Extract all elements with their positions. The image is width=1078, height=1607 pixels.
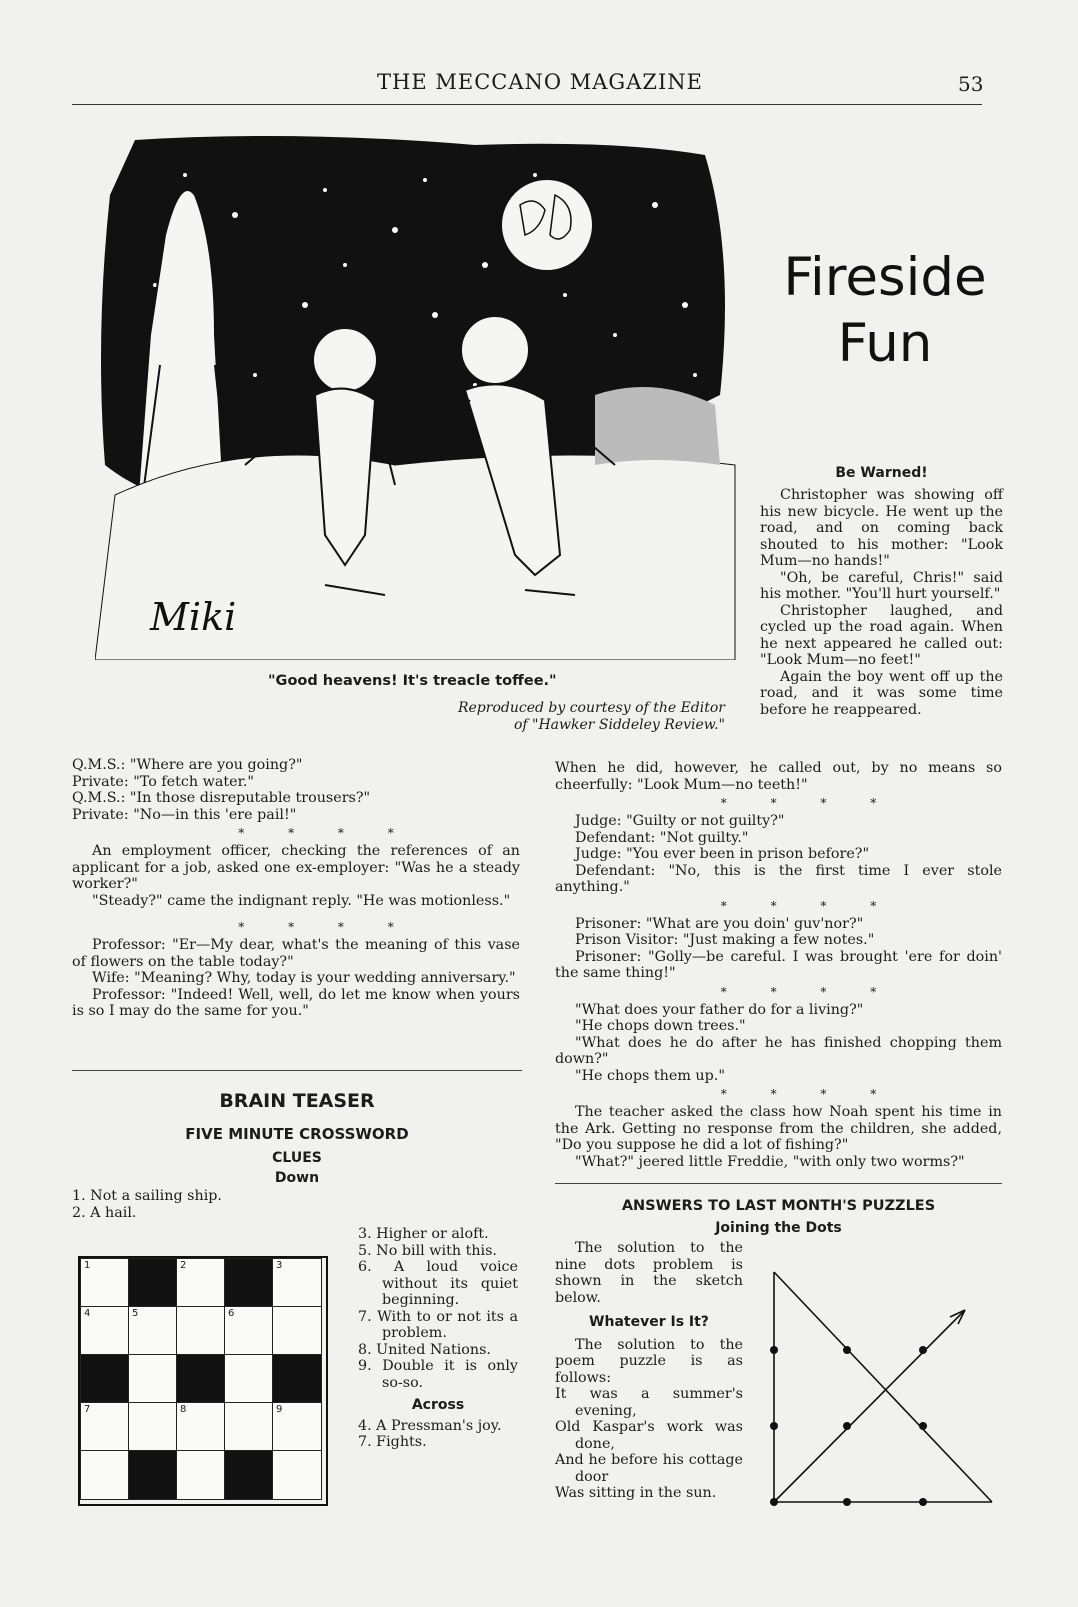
right-column [555, 760, 1002, 1170]
joke-line: "What does he do after he has finished chopping them down?" [555, 1034, 1002, 1067]
magazine-title: THE MECCANO MAGAZINE [377, 70, 703, 94]
joining-dots-text: The solution to the nine dots problem is shown in the sketch below. [555, 1240, 743, 1306]
clue-item: 5. No bill with this. [358, 1242, 497, 1259]
section-rule [72, 1070, 522, 1071]
crossword-cell[interactable] [272, 1402, 322, 1452]
crossword-cell-black [128, 1258, 178, 1308]
crossword-cell-black [176, 1354, 226, 1404]
page-number: 53 [958, 72, 984, 96]
joke-line: Defendant: "Not guilty." [575, 829, 749, 846]
header-rule [72, 104, 982, 105]
clue-item: 1. Not a sailing ship. [72, 1188, 222, 1204]
clue-item: 3. Higher or aloft. [358, 1226, 489, 1242]
crossword-cell[interactable] [176, 1306, 226, 1356]
poem-line: Was sitting in the sun. [555, 1485, 717, 1501]
joke-line: Prison Visitor: "Just making a few notes." [575, 932, 875, 948]
be-warned-para: Christopher was showing off his new bicycle. He went up the road, and on coming back shouted to his mother: "Look Mum—no hands!" [760, 487, 1003, 569]
credit-line-2: of "Hawker Siddeley Review." [513, 717, 725, 733]
cell-number: 3 [276, 1260, 283, 1271]
poem-line: Old Kaspar's work was done, [555, 1419, 743, 1452]
be-warned-continuation: When he did, however, he called out, by no means so cheerfully: "Look Mum—no teeth!" [555, 760, 1002, 793]
cell-number: 8 [180, 1404, 187, 1415]
crossword-cell-black [224, 1258, 274, 1308]
crossword-cell[interactable] [80, 1306, 130, 1356]
joke-line: Judge: "Guilty or not guilty?" [575, 813, 785, 829]
crossword-cell-black [80, 1354, 130, 1404]
crossword-cell-black [272, 1354, 322, 1404]
joke-line: "What?" jeered little Freddie, "with only two worms?" [575, 1153, 965, 1170]
joke-line: Private: "To fetch water." [72, 773, 254, 790]
crossword-cell-black [128, 1450, 178, 1500]
clue-item: 7. With to or not its a problem. [358, 1308, 518, 1341]
answers-column [555, 1240, 743, 1502]
section-separator: * * * * [720, 984, 897, 999]
down-clues-a [72, 1188, 332, 1221]
be-warned-para: "Oh, be careful, Chris!" said his mother. "You'll hurt yourself." [760, 569, 1003, 602]
cartoon-credit [380, 700, 725, 734]
section-rule [555, 1183, 1002, 1184]
joke-line: Private: "No—in this 'ere pail!" [72, 806, 297, 823]
crossword-cell[interactable] [80, 1258, 130, 1308]
answers-title: ANSWERS TO LAST MONTH'S PUZZLES [621, 1198, 936, 1214]
artist-signature: Miki [150, 595, 237, 639]
crossword-cell[interactable] [80, 1402, 130, 1452]
down-clues-b [358, 1226, 518, 1451]
cell-number: 1 [84, 1260, 91, 1271]
section-separator: * * * * [720, 898, 897, 913]
clue-item: 4. A Pressman's joy. [358, 1417, 502, 1434]
clue-item: 2. A hail. [72, 1204, 137, 1221]
crossword-cell[interactable] [128, 1354, 178, 1404]
whatever-text: The solution to the poem puzzle is as follows: [555, 1336, 743, 1386]
joke-line: "He chops down trees." [575, 1018, 746, 1034]
cell-number: 7 [84, 1404, 91, 1415]
clue-item: 7. Fights. [358, 1434, 427, 1450]
joke-line: Prisoner: "Golly—be careful. I was brought 'ere for doin' the same thing!" [555, 948, 1002, 981]
across-heading: Across [411, 1397, 465, 1413]
crossword-subtitle: FIVE MINUTE CROSSWORD [185, 1125, 409, 1143]
joining-dots-heading: Joining the Dots [715, 1220, 842, 1236]
left-column [72, 757, 520, 1020]
crossword-cell[interactable] [224, 1354, 274, 1404]
joke-line: Q.M.S.: "In those disreputable trousers?" [72, 790, 371, 806]
crossword-cell[interactable] [176, 1258, 226, 1308]
crossword-cell[interactable] [128, 1402, 178, 1452]
credit-line-1: Reproduced by courtesy of the Editor [457, 700, 725, 716]
joke-line: Q.M.S.: "Where are you going?" [72, 757, 303, 773]
crossword-cell[interactable] [80, 1450, 130, 1500]
crossword-cell[interactable] [272, 1258, 322, 1308]
whatever-heading: Whatever Is It? [589, 1314, 709, 1330]
cell-number: 2 [180, 1260, 187, 1271]
joke-line: The teacher asked the class how Noah spent his time in the Ark. Getting no response from the children, she added, "Do you suppose he did a lot of fishing?" [555, 1104, 1002, 1153]
cell-number: 4 [84, 1308, 91, 1319]
be-warned-para: Christopher laughed, and cycled up the road again. When he next appeared he called out: "Look Mum—no feet!" [760, 602, 1003, 668]
feature-title-line2: Fun [837, 313, 933, 374]
crossword-cell[interactable] [224, 1402, 274, 1452]
feature-title [755, 245, 1015, 377]
joke-line: Prisoner: "What are you doin' guv'nor?" [575, 915, 864, 932]
joke-line: Defendant: "No, this is the first time I ever stole anything." [555, 862, 1002, 895]
joke-line: An employment officer, checking the references of an applicant for a job, asked one ex-employer: "Was he a steady worker?" [72, 843, 520, 892]
crossword-cell[interactable] [224, 1306, 274, 1356]
section-separator: * * * * [238, 826, 414, 840]
crossword-cell-black [224, 1450, 274, 1500]
brain-teaser-title: BRAIN TEASER [219, 1090, 375, 1112]
joke-line: Professor: "Indeed! Well, well, do let me know when yours is so I may do the same for you." [72, 986, 520, 1019]
down-heading: Down [274, 1170, 320, 1186]
feature-title-line1: Fireside [783, 247, 987, 308]
poem-line: And he before his cottage door [555, 1452, 743, 1485]
poem-line: It was a summer's evening, [555, 1386, 743, 1419]
joke-line: "Steady?" came the indignant reply. "He was motionless." [92, 892, 511, 909]
crossword-cell[interactable] [176, 1402, 226, 1452]
clues-heading: CLUES [272, 1150, 322, 1166]
section-separator: * * * * [720, 1087, 897, 1101]
section-separator: * * * * [720, 796, 897, 810]
section-separator: * * * * [238, 920, 414, 934]
cell-number: 5 [132, 1308, 139, 1319]
cartoon-illustration [95, 135, 745, 660]
cartoon-caption: "Good heavens! It's treacle toffee." [268, 673, 557, 689]
joke-line: "What does your father do for a living?" [575, 1001, 864, 1018]
joke-line: "He chops them up." [575, 1067, 725, 1084]
clue-item: 6. A loud voice without its quiet beginning. [358, 1259, 518, 1308]
crossword-grid [78, 1256, 328, 1506]
be-warned-heading: Be Warned! [835, 465, 928, 481]
crossword-cell[interactable] [128, 1306, 178, 1356]
nine-dots-solution [760, 1262, 1000, 1512]
joke-line: Wife: "Meaning? Why, today is your wedding anniversary." [92, 970, 516, 986]
crossword-cell[interactable] [272, 1450, 322, 1500]
joke-line: Professor: "Er—My dear, what's the meaning of this vase of flowers on the table today?" [72, 937, 520, 970]
joke-line: Judge: "You ever been in prison before?" [575, 846, 870, 862]
cell-number: 9 [276, 1404, 283, 1415]
crossword-cell[interactable] [176, 1450, 226, 1500]
be-warned-section [760, 465, 1003, 718]
be-warned-para: Again the boy went off up the road, and it was some time before he reappeared. [760, 668, 1003, 718]
cell-number: 6 [228, 1308, 235, 1319]
clue-item: 8. United Nations. [358, 1341, 491, 1358]
clue-item: 9. Double it is only so-so. [358, 1358, 518, 1391]
crossword-cell[interactable] [272, 1306, 322, 1356]
